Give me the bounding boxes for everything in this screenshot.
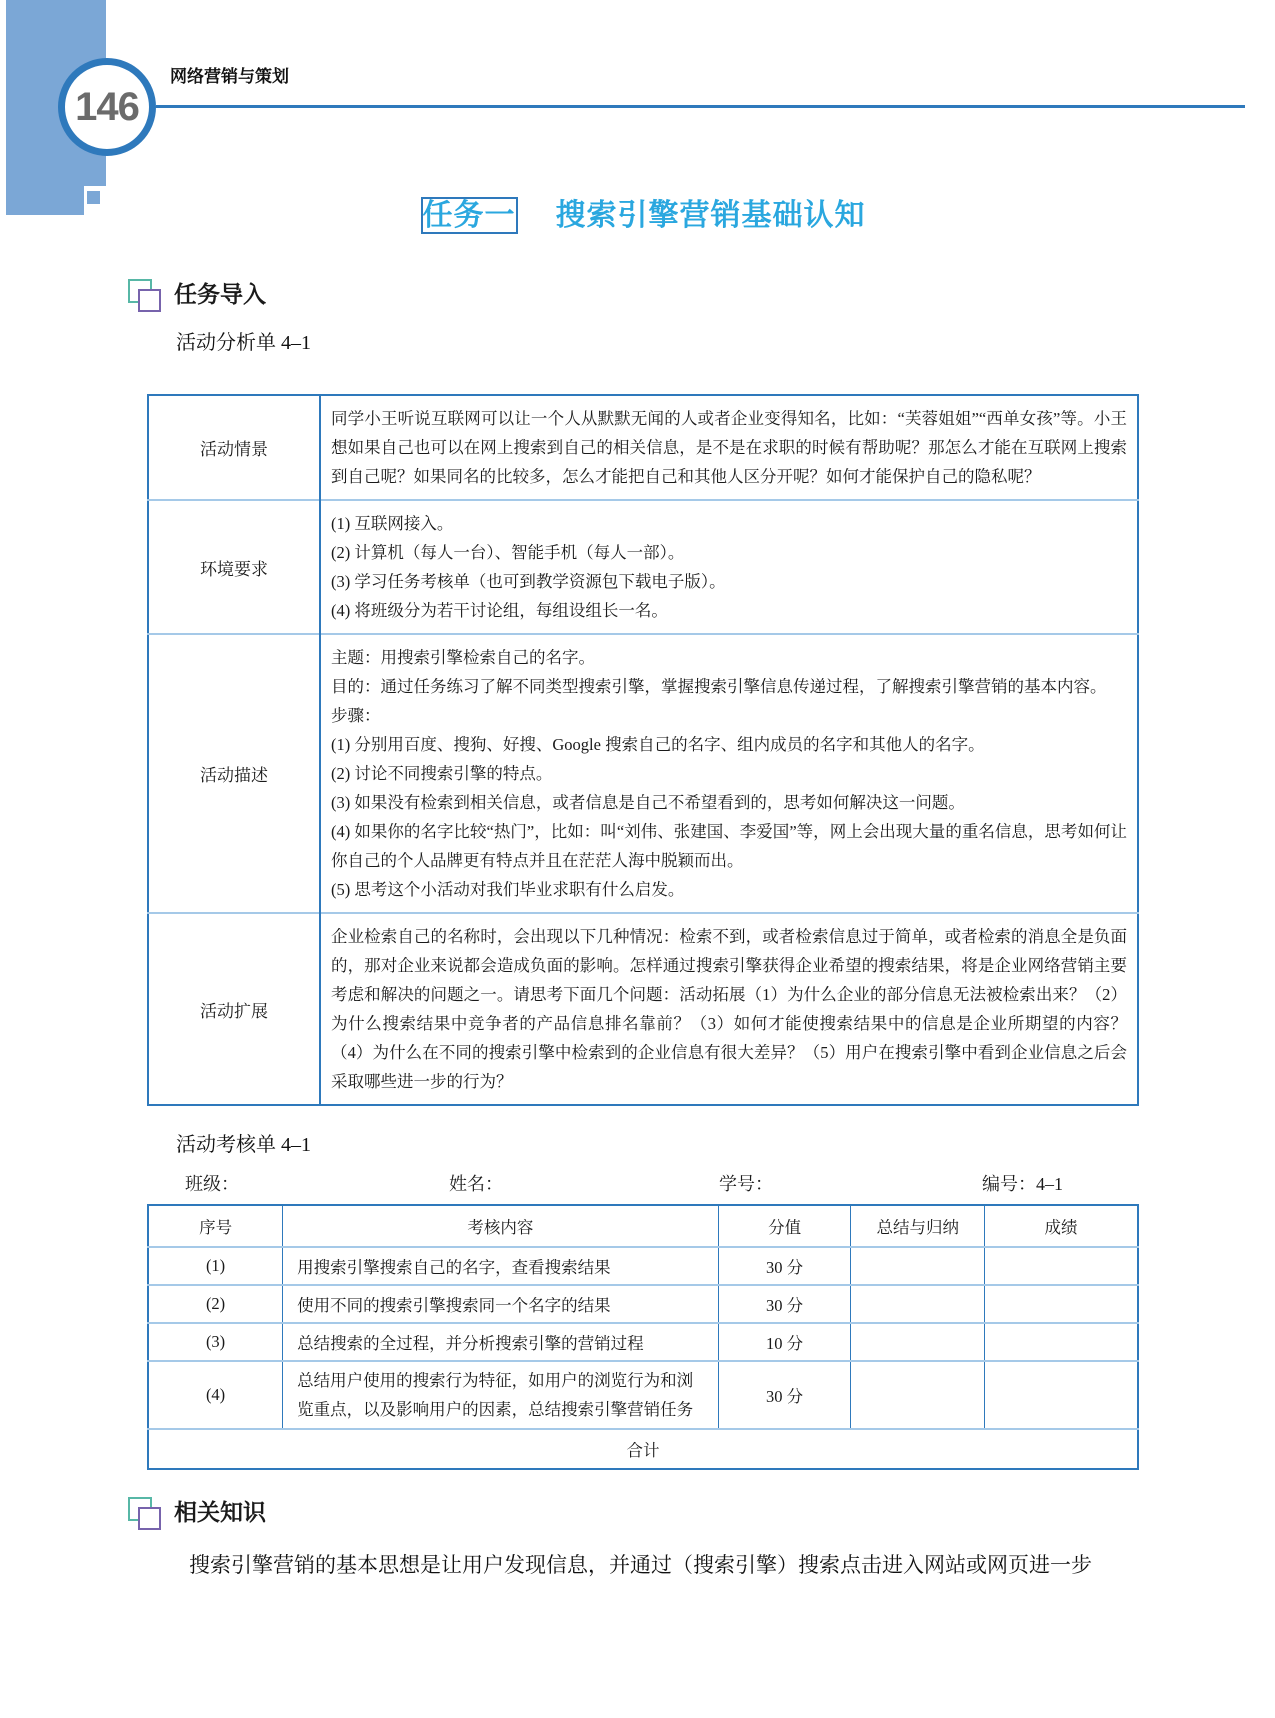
analysis-sheet-title: 活动分析单 4–1	[176, 332, 311, 354]
total-label: 合计	[148, 1429, 1138, 1469]
row-summary-cell	[851, 1323, 985, 1361]
row-number: (4)	[148, 1361, 283, 1429]
row-score: 30 分	[718, 1247, 851, 1285]
row-label: 活动扩展	[148, 913, 320, 1105]
table-row	[148, 500, 1138, 634]
row-content: 使用不同的搜索引擎搜索同一个名字的结果	[283, 1285, 719, 1323]
page-number: 146	[75, 84, 139, 129]
overlapping-squares-icon	[128, 276, 164, 314]
cell-line: (5) 思考这个小活动对我们毕业求职有什么启发。	[331, 880, 685, 899]
row-number: (3)	[148, 1323, 283, 1361]
cell-line: (3) 学习任务考核单（也可到教学资源包下载电子版）。	[331, 572, 726, 591]
row-summary-cell	[851, 1247, 985, 1285]
col-header: 成绩	[985, 1205, 1138, 1247]
cell-line: 企业检索自己的名称时，会出现以下几种情况：检索不到，或者检索信息过于简单，或者检索的消息全是负面的，那对企业来说都会造成负面的影响。怎样通过搜索引擎获得企业希望的搜索结果，将是企业网络营销主要考虑和解决的问题之一。请思考下面几个问题：活动拓展（1）为什么企业的部分信息无法被检索出来？（2）为什么搜索结果中竞争者的产品信息排名靠前？（3）如何才能使搜索结果中的信息是企业所期望的内容？（4）为什么在不同的搜索引擎中检索到的企业信息有很大差异？（5）用户在搜索引擎中看到企业信息之后会采取哪些进一步的行为？	[331, 927, 1127, 1091]
header-deco-rectangle-lower	[6, 186, 84, 215]
page-number-badge	[58, 58, 156, 156]
row-content: 总结用户使用的搜索行为特征，如用户的浏览行为和浏览重点，以及影响用户的因素，总结搜索引擎营销任务	[283, 1361, 719, 1429]
row-grade-cell	[985, 1285, 1138, 1323]
cell-line: 步骤：	[331, 706, 381, 725]
assessment-sheet-title: 活动考核单 4–1	[176, 1134, 311, 1156]
assessment-sheet-table-wrap	[147, 1204, 1139, 1470]
row-content: 总结搜索的全过程，并分析搜索引擎的营销过程	[283, 1323, 719, 1361]
row-number: (2)	[148, 1285, 283, 1323]
code-label: 编号：4–1	[982, 1174, 1063, 1194]
related-knowledge-paragraph: 搜索引擎营销的基本思想是让用户发现信息，并通过（搜索引擎）搜索点击进入网站或网页进一步	[189, 1553, 1092, 1577]
row-content: 用搜索引擎搜索自己的名字，查看搜索结果	[283, 1247, 719, 1285]
col-header: 考核内容	[283, 1205, 719, 1247]
section-heading-label: 相关知识	[174, 1500, 266, 1525]
row-label: 活动情景	[148, 395, 320, 500]
col-header: 总结与归纳	[851, 1205, 985, 1247]
table-header-row	[148, 1205, 1138, 1247]
table-total-row	[148, 1429, 1138, 1469]
assessment-form-line	[147, 1170, 1139, 1196]
cell-line: 同学小王听说互联网可以让一个人从默默无闻的人或者企业变得知名，比如：“芙蓉姐姐”“西单女孩”等。小王想如果自己也可以在网上搜索到自己的相关信息，是不是在求职的时候有帮助呢？那怎么才能在互联网上搜索到自己呢？如果同名的比较多，怎么才能把自己和其他人区分开呢？如何才能保护自己的隐私呢？	[331, 409, 1127, 486]
header-deco-small-square	[87, 191, 100, 204]
table-row	[148, 634, 1138, 913]
name-label: 姓名：	[449, 1174, 503, 1194]
row-grade-cell	[985, 1247, 1138, 1285]
table-row	[148, 395, 1138, 500]
cell-line: (3) 如果没有检索到相关信息，或者信息是自己不希望看到的，思考如何解决这一问题。	[331, 793, 965, 812]
table-row	[148, 913, 1138, 1105]
row-content	[320, 395, 1138, 500]
row-content	[320, 500, 1138, 634]
chapter-title	[147, 190, 1139, 234]
row-grade-cell	[985, 1361, 1138, 1429]
overlapping-squares-icon	[128, 1494, 164, 1532]
cell-line: 目的：通过任务练习了解不同类型搜索引擎，掌握搜索引擎信息传递过程，了解搜索引擎营销的基本内容。	[331, 677, 1107, 696]
row-score: 10 分	[718, 1323, 851, 1361]
running-book-title: 网络营销与策划	[170, 67, 289, 86]
row-number: (1)	[148, 1247, 283, 1285]
cell-line: (2) 讨论不同搜索引擎的特点。	[331, 764, 553, 783]
cell-line: 主题：用搜索引擎检索自己的名字。	[331, 648, 595, 667]
section-heading-label: 任务导入	[174, 282, 266, 307]
assessment-sheet-table	[147, 1204, 1139, 1470]
row-score: 30 分	[718, 1361, 851, 1429]
row-content	[320, 913, 1138, 1105]
row-label: 活动描述	[148, 634, 320, 913]
section-task-intro-heading	[128, 276, 266, 314]
row-label: 环境要求	[148, 500, 320, 634]
table-row	[148, 1247, 1138, 1285]
section-related-knowledge-heading	[128, 1494, 266, 1532]
row-grade-cell	[985, 1323, 1138, 1361]
table-row	[148, 1361, 1138, 1429]
cell-line: (1) 分别用百度、搜狗、好搜、Google 搜索自己的名字、组内成员的名字和其他人的名字。	[331, 735, 985, 754]
analysis-sheet-table	[147, 394, 1139, 1106]
chapter-title-task-number: 任务一	[422, 199, 516, 232]
analysis-sheet-table-wrap	[147, 394, 1139, 1106]
row-summary-cell	[851, 1361, 985, 1429]
student-id-label: 学号：	[719, 1174, 773, 1194]
row-content	[320, 634, 1138, 913]
cell-line: (1) 互联网接入。	[331, 514, 454, 533]
col-header: 序号	[199, 1218, 233, 1237]
table-row	[148, 1323, 1138, 1361]
cell-line: (4) 将班级分为若干讨论组，每组设组长一名。	[331, 601, 668, 620]
cell-line: (4) 如果你的名字比较“热门”，比如：叫“刘伟、张建国、李爱国”等，网上会出现大量的重名信息，思考如何让你自己的个人品牌更有特点并且在茫茫人海中脱颖而出。	[331, 822, 1127, 870]
table-row	[148, 1285, 1138, 1323]
row-summary-cell	[851, 1285, 985, 1323]
col-header: 分值	[718, 1205, 851, 1247]
chapter-title-text: 搜索引擎营销基础认知	[555, 199, 866, 232]
cell-line: (2) 计算机（每人一台）、智能手机（每人一部）。	[331, 543, 685, 562]
row-score: 30 分	[718, 1285, 851, 1323]
header-rule	[156, 105, 1245, 108]
class-label: 班级：	[185, 1174, 239, 1194]
